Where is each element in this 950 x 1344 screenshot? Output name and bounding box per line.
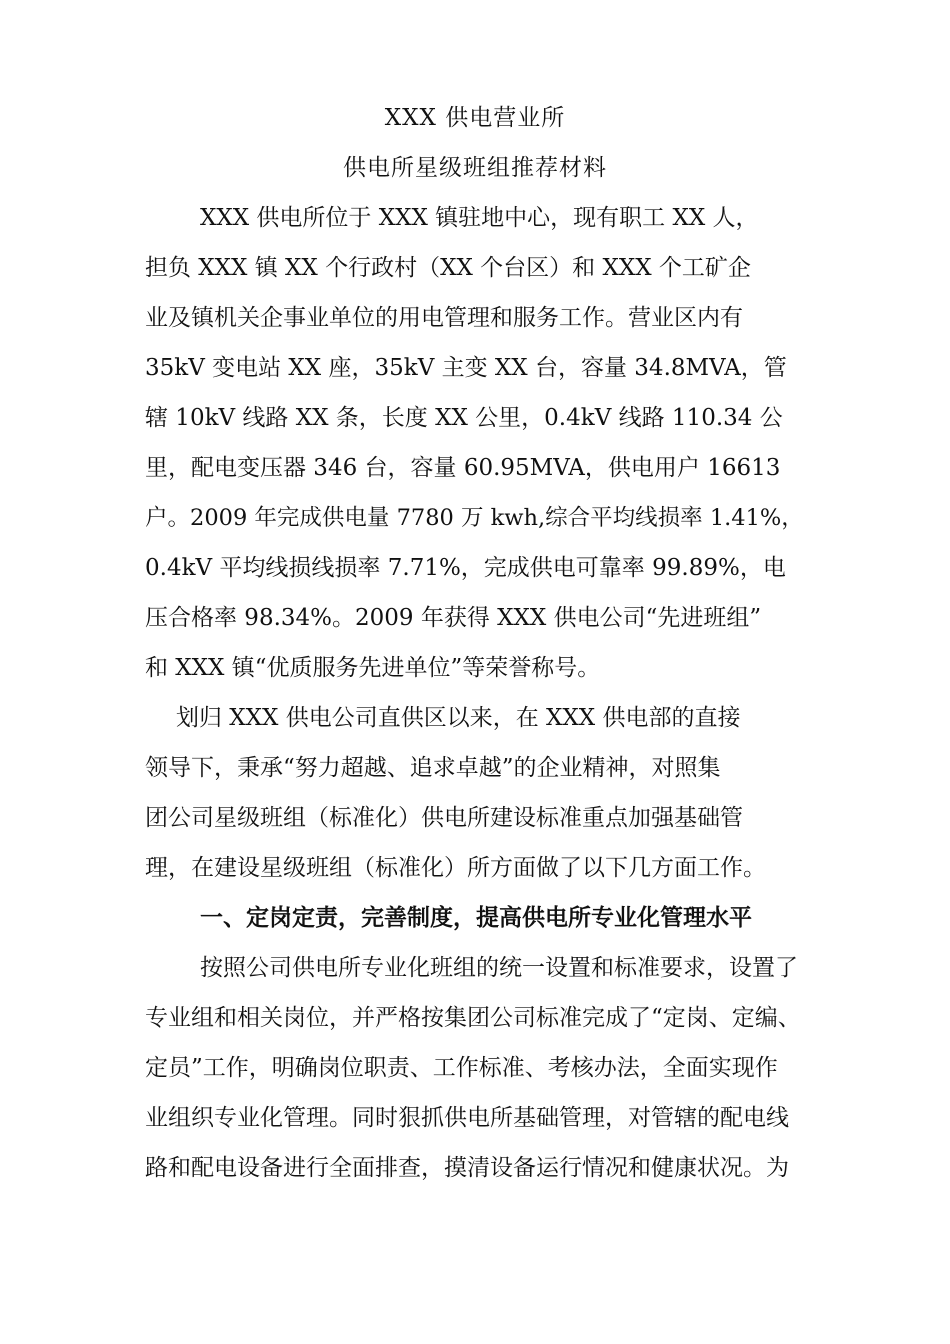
paragraph-line: 35kV 变电站 XX 座，35kV 主变 XX 台，容量 34.8MVA，管 <box>145 355 787 381</box>
paragraph-line: 团公司星级班组（标准化）供电所建设标准重点加强基础管 <box>145 805 743 831</box>
paragraph-line: 业及镇机关企事业单位的用电管理和服务工作。营业区内有 <box>145 305 743 331</box>
paragraph-line: 担负 XXX 镇 XX 个行政村（XX 个台区）和 XXX 个工矿企 <box>145 255 751 281</box>
paragraph-line: 按照公司供电所专业化班组的统一设置和标准要求，设置了 <box>200 955 798 981</box>
paragraph-line: 里，配电变压器 346 台，容量 60.95MVA，供电用户 16613 <box>145 455 781 481</box>
document-title: XXX 供电营业所 <box>384 105 566 131</box>
paragraph-line: 压合格率 98.34%。2009 年获得 XXX 供电公司“先进班组” <box>145 605 762 631</box>
paragraph-line: 划归 XXX 供电公司直供区以来，在 XXX 供电部的直接 <box>176 705 741 731</box>
paragraph-line: 和 XXX 镇“优质服务先进单位”等荣誉称号。 <box>145 655 601 681</box>
paragraph-line: 专业组和相关岗位，并严格按集团公司标准完成了“定岗、定编、 <box>145 1005 801 1031</box>
paragraph-line: 0.4kV 平均线损线损率 7.71%，完成供电可靠率 99.89%，电 <box>145 555 786 581</box>
paragraph-line: 户。2009 年完成供电量 7780 万 kwh,综合平均线损率 1.41%， <box>145 505 804 531</box>
section-heading: 一、定岗定责，完善制度，提高供电所专业化管理水平 <box>200 904 752 931</box>
paragraph-line: 辖 10kV 线路 XX 条，长度 XX 公里，0.4kV 线路 110.34 公 <box>145 405 783 431</box>
paragraph-line: 路和配电设备进行全面排查，摸清设备运行情况和健康状况。为 <box>145 1155 789 1181</box>
paragraph-line: 定员”工作，明确岗位职责、工作标准、考核办法，全面实现作 <box>145 1055 778 1081</box>
paragraph-line: XXX 供电所位于 XXX 镇驻地中心，现有职工 XX 人， <box>200 205 759 231</box>
paragraph-line: 理，在建设星级班组（标准化）所方面做了以下几方面工作。 <box>145 855 766 881</box>
document-subtitle: 供电所星级班组推荐材料 <box>343 155 607 181</box>
paragraph-line: 业组织专业化管理。同时狠抓供电所基础管理，对管辖的配电线 <box>145 1105 789 1131</box>
paragraph-line: 领导下，秉承“努力超越、追求卓越”的企业精神，对照集 <box>145 755 721 781</box>
